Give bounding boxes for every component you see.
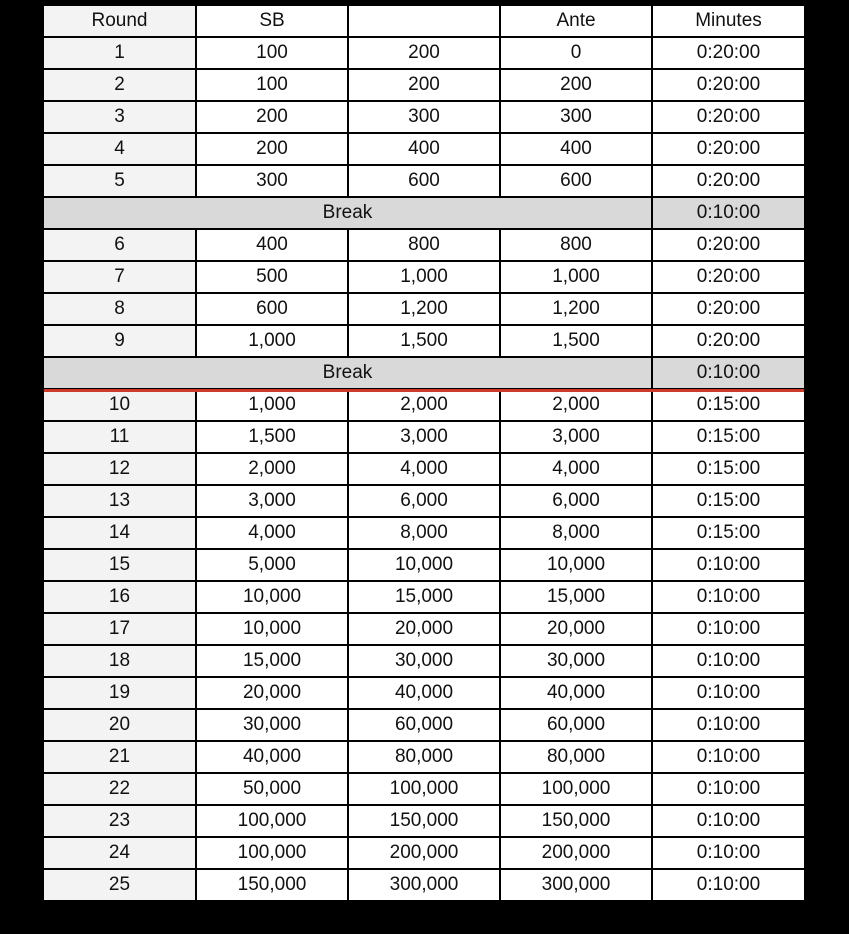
minutes-cell[interactable]: 0:10:00 <box>653 550 804 580</box>
sb-cell[interactable]: 200 <box>197 102 347 132</box>
round-cell[interactable]: 2 <box>44 70 195 100</box>
table-row <box>44 38 804 68</box>
ante-cell[interactable]: 600 <box>501 166 651 196</box>
ante-cell[interactable]: 1,200 <box>501 294 651 324</box>
ante-cell[interactable]: 80,000 <box>501 742 651 772</box>
ante-cell[interactable]: 300 <box>501 102 651 132</box>
table-row <box>44 678 804 708</box>
round-cell[interactable]: 13 <box>44 486 195 516</box>
ante-cell[interactable]: 200 <box>501 70 651 100</box>
minutes-cell[interactable]: 0:10:00 <box>653 678 804 708</box>
sb-cell[interactable]: 1,000 <box>197 326 347 356</box>
round-cell[interactable]: 15 <box>44 550 195 580</box>
blind-cell[interactable]: 400 <box>349 134 499 164</box>
blind-cell[interactable]: 300,000 <box>349 870 499 900</box>
round-cell[interactable]: 14 <box>44 518 195 548</box>
blind-cell[interactable]: 200 <box>349 70 499 100</box>
blind-cell[interactable]: 100,000 <box>349 774 499 804</box>
minutes-cell[interactable]: 0:10:00 <box>653 614 804 644</box>
minutes-cell[interactable]: 0:15:00 <box>653 454 804 484</box>
ante-cell[interactable]: 100,000 <box>501 774 651 804</box>
round-cell[interactable]: 5 <box>44 166 195 196</box>
table-row <box>44 134 804 164</box>
ante-cell[interactable]: 6,000 <box>501 486 651 516</box>
table-row <box>44 774 804 804</box>
blind-cell[interactable]: 60,000 <box>349 710 499 740</box>
ante-cell[interactable]: 15,000 <box>501 582 651 612</box>
blind-cell[interactable]: 800 <box>349 230 499 260</box>
round-cell[interactable]: 12 <box>44 454 195 484</box>
blind-cell[interactable]: 150,000 <box>349 806 499 836</box>
round-cell[interactable]: 17 <box>44 614 195 644</box>
round-cell[interactable]: 3 <box>44 102 195 132</box>
blind-cell[interactable]: 30,000 <box>349 646 499 676</box>
table-row <box>44 518 804 548</box>
minutes-cell[interactable]: 0:20:00 <box>653 102 804 132</box>
column-header-round[interactable]: Round <box>44 6 195 36</box>
table-row <box>44 262 804 292</box>
break-row <box>44 198 804 228</box>
sb-cell[interactable]: 150,000 <box>197 870 347 900</box>
minutes-cell[interactable]: 0:20:00 <box>653 294 804 324</box>
ante-cell[interactable]: 1,000 <box>501 262 651 292</box>
minutes-cell[interactable]: 0:15:00 <box>653 390 804 420</box>
blind-cell[interactable]: 200 <box>349 38 499 68</box>
sb-cell[interactable]: 100 <box>197 38 347 68</box>
column-header-sb[interactable]: SB <box>197 6 347 36</box>
minutes-cell[interactable]: 0:15:00 <box>653 518 804 548</box>
minutes-cell[interactable]: 0:15:00 <box>653 486 804 516</box>
break-row <box>44 358 804 388</box>
minutes-cell[interactable]: 0:20:00 <box>653 166 804 196</box>
sb-cell[interactable]: 1,500 <box>197 422 347 452</box>
minutes-cell[interactable]: 0:20:00 <box>653 262 804 292</box>
round-cell[interactable]: 20 <box>44 710 195 740</box>
table-row <box>44 870 804 900</box>
sb-cell[interactable]: 3,000 <box>197 486 347 516</box>
column-header-minutes[interactable]: Minutes <box>653 6 804 36</box>
round-cell[interactable]: 6 <box>44 230 195 260</box>
ante-cell[interactable]: 800 <box>501 230 651 260</box>
round-cell[interactable]: 9 <box>44 326 195 356</box>
sb-cell[interactable]: 50,000 <box>197 774 347 804</box>
sb-cell[interactable]: 400 <box>197 230 347 260</box>
minutes-cell[interactable]: 0:10:00 <box>653 646 804 676</box>
table-row <box>44 710 804 740</box>
red-divider-line <box>44 389 804 392</box>
ante-cell[interactable]: 2,000 <box>501 390 651 420</box>
sb-cell[interactable]: 15,000 <box>197 646 347 676</box>
minutes-cell[interactable]: 0:20:00 <box>653 38 804 68</box>
ante-cell[interactable]: 1,500 <box>501 326 651 356</box>
table-row <box>44 230 804 260</box>
blind-cell[interactable]: 40,000 <box>349 678 499 708</box>
blind-cell[interactable]: 600 <box>349 166 499 196</box>
sb-cell[interactable]: 10,000 <box>197 582 347 612</box>
minutes-cell[interactable]: 0:10:00 <box>653 838 804 868</box>
table-row <box>44 326 804 356</box>
blind-structure-table <box>44 6 804 902</box>
sb-cell[interactable]: 2,000 <box>197 454 347 484</box>
blind-cell[interactable]: 20,000 <box>349 614 499 644</box>
table-row <box>44 742 804 772</box>
sb-cell[interactable]: 4,000 <box>197 518 347 548</box>
ante-cell[interactable]: 200,000 <box>501 838 651 868</box>
minutes-cell[interactable]: 0:10:00 <box>653 742 804 772</box>
table-row <box>44 102 804 132</box>
sb-cell[interactable]: 5,000 <box>197 550 347 580</box>
break-minutes-cell[interactable]: 0:10:00 <box>653 358 804 388</box>
round-cell[interactable]: 22 <box>44 774 195 804</box>
sb-cell[interactable]: 1,000 <box>197 390 347 420</box>
sb-cell[interactable]: 200 <box>197 134 347 164</box>
ante-cell[interactable]: 40,000 <box>501 678 651 708</box>
table-row <box>44 166 804 196</box>
table-row <box>44 486 804 516</box>
round-cell[interactable]: 25 <box>44 870 195 900</box>
ante-cell[interactable]: 3,000 <box>501 422 651 452</box>
round-cell[interactable]: 16 <box>44 582 195 612</box>
sb-cell[interactable]: 100 <box>197 70 347 100</box>
blind-cell[interactable]: 1,500 <box>349 326 499 356</box>
ante-cell[interactable]: 300,000 <box>501 870 651 900</box>
minutes-cell[interactable]: 0:20:00 <box>653 70 804 100</box>
ante-cell[interactable]: 400 <box>501 134 651 164</box>
sb-cell[interactable]: 100,000 <box>197 806 347 836</box>
sb-cell[interactable]: 500 <box>197 262 347 292</box>
sb-cell[interactable]: 20,000 <box>197 678 347 708</box>
minutes-cell[interactable]: 0:15:00 <box>653 422 804 452</box>
header-row <box>44 6 804 36</box>
table-row <box>44 454 804 484</box>
minutes-cell[interactable]: 0:10:00 <box>653 774 804 804</box>
table-row <box>44 838 804 868</box>
ante-cell[interactable]: 4,000 <box>501 454 651 484</box>
sb-cell[interactable]: 600 <box>197 294 347 324</box>
ante-cell[interactable]: 0 <box>501 38 651 68</box>
blind-cell[interactable]: 15,000 <box>349 582 499 612</box>
round-cell[interactable]: 11 <box>44 422 195 452</box>
minutes-cell[interactable]: 0:20:00 <box>653 230 804 260</box>
column-header-ante[interactable]: Ante <box>501 6 651 36</box>
blind-cell[interactable]: 80,000 <box>349 742 499 772</box>
blind-cell[interactable]: 4,000 <box>349 454 499 484</box>
ante-cell[interactable]: 8,000 <box>501 518 651 548</box>
column-header-blank[interactable] <box>349 6 499 36</box>
round-cell[interactable]: 23 <box>44 806 195 836</box>
ante-cell[interactable]: 60,000 <box>501 710 651 740</box>
sb-cell[interactable]: 300 <box>197 166 347 196</box>
minutes-cell[interactable]: 0:20:00 <box>653 134 804 164</box>
ante-cell[interactable]: 150,000 <box>501 806 651 836</box>
blind-cell[interactable]: 2,000 <box>349 390 499 420</box>
sb-cell[interactable]: 100,000 <box>197 838 347 868</box>
break-minutes-cell[interactable]: 0:10:00 <box>653 198 804 228</box>
blind-cell[interactable]: 200,000 <box>349 838 499 868</box>
blind-cell[interactable]: 3,000 <box>349 422 499 452</box>
round-cell[interactable]: 1 <box>44 38 195 68</box>
blind-cell[interactable]: 1,000 <box>349 262 499 292</box>
table-row <box>44 646 804 676</box>
table-row <box>44 294 804 324</box>
round-cell[interactable]: 4 <box>44 134 195 164</box>
minutes-cell[interactable]: 0:10:00 <box>653 806 804 836</box>
blind-cell[interactable]: 300 <box>349 102 499 132</box>
blind-cell[interactable]: 6,000 <box>349 486 499 516</box>
minutes-cell[interactable]: 0:10:00 <box>653 870 804 900</box>
round-cell[interactable]: 10 <box>44 390 195 420</box>
ante-cell[interactable]: 20,000 <box>501 614 651 644</box>
round-cell[interactable]: 19 <box>44 678 195 708</box>
table-row <box>44 614 804 644</box>
round-cell[interactable]: 8 <box>44 294 195 324</box>
blind-cell[interactable]: 8,000 <box>349 518 499 548</box>
round-cell[interactable]: 18 <box>44 646 195 676</box>
ante-cell[interactable]: 10,000 <box>501 550 651 580</box>
ante-cell[interactable]: 30,000 <box>501 646 651 676</box>
table-row <box>44 582 804 612</box>
minutes-cell[interactable]: 0:10:00 <box>653 582 804 612</box>
sb-cell[interactable]: 10,000 <box>197 614 347 644</box>
table-row <box>44 422 804 452</box>
table-row <box>44 70 804 100</box>
sb-cell[interactable]: 40,000 <box>197 742 347 772</box>
break-label-cell[interactable]: Break <box>44 358 651 388</box>
break-label-cell[interactable]: Break <box>44 198 651 228</box>
sb-cell[interactable]: 30,000 <box>197 710 347 740</box>
blind-cell[interactable]: 1,200 <box>349 294 499 324</box>
round-cell[interactable]: 21 <box>44 742 195 772</box>
blind-cell[interactable]: 10,000 <box>349 550 499 580</box>
table-row <box>44 550 804 580</box>
round-cell[interactable]: 24 <box>44 838 195 868</box>
table-row <box>44 806 804 836</box>
minutes-cell[interactable]: 0:20:00 <box>653 326 804 356</box>
table-row <box>44 390 804 420</box>
minutes-cell[interactable]: 0:10:00 <box>653 710 804 740</box>
round-cell[interactable]: 7 <box>44 262 195 292</box>
